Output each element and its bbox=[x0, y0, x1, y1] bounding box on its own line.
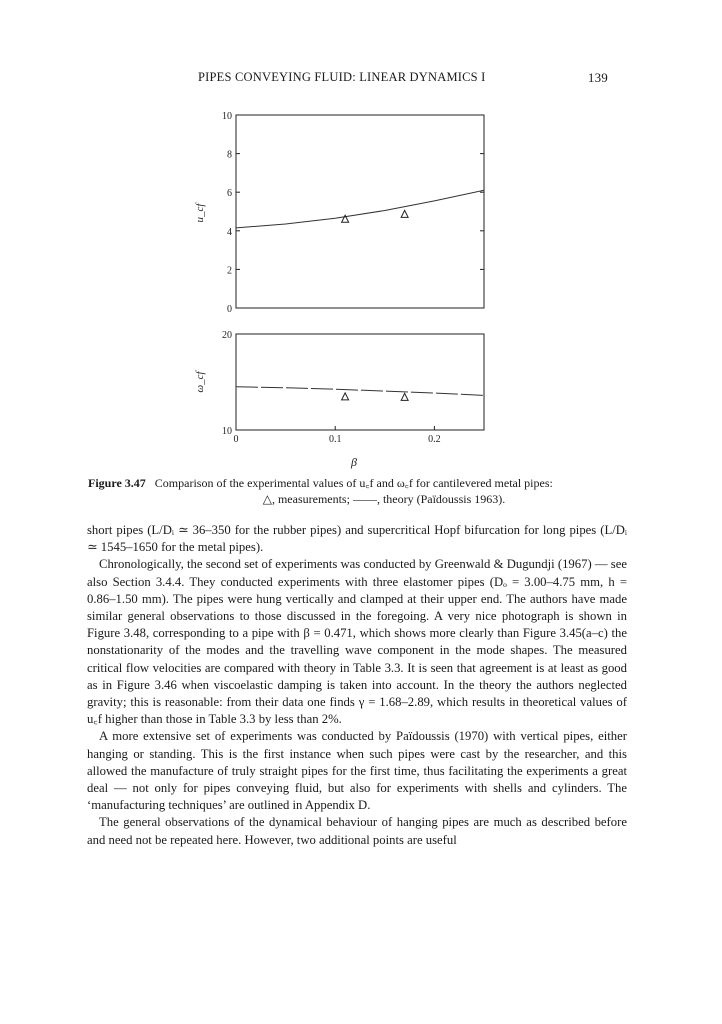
paragraph-3: A more extensive set of experiments was conducted by Païdoussis (1970) with vertical pipes, either hanging or standing. This is the first instance when such pipes were cast by the researcher, and this allowed the manufacture of truly straight pipes for the first time, thus facilitating the experiments a great deal — not only for pipes conveying fluid, but also for experiments with shells and cylinders. The ‘manufacturing techniques’ are outlined in Appendix D. bbox=[87, 729, 627, 813]
upper-plot-y-axis-label: u_cf bbox=[194, 203, 206, 223]
lower-plot-theory-curve bbox=[236, 387, 484, 396]
figure-3-47 bbox=[0, 0, 722, 470]
body-text bbox=[87, 522, 627, 849]
lower-plot-frame bbox=[236, 334, 484, 430]
paragraph-2: Chronologically, the second set of experiments was conducted by Greenwald & Dugundji (1967) — see also Section 3.4.4. They conducted experiments with three elastomer pipes (Dₒ = 3.00–4.75 mm, h = 0.86–1.50 mm). The pipes were hung vertically and clamped at their upper end. The authors have made similar general observations to those discussed in the foregoing. A very nice photograph is shown in Figure 3.48, corresponding to a pipe with β = 0.471, which shows more clearly than Figure 3.45(a–c) the nonstationarity of the modes and the travelling wave component in the mode shapes. The measured critical flow velocities are compared with theory in Table 3.3. It is seen that agreement is at least as good as in Figure 3.46 when viscoelastic damping is taken into account. In the theory the authors neglected gravity; this is reasonable: from their data one finds γ = 1.68–2.89, which results in theoretical values of u꜀f higher than those in Table 3.3 by less than 2%. bbox=[87, 557, 627, 727]
paragraph-4: The general observations of the dynamical behaviour of hanging pipes are much as described before and need not be repeated here. However, two additional points are useful bbox=[87, 815, 627, 847]
caption-line-1 bbox=[88, 476, 640, 492]
y-tick-label: 10 bbox=[222, 111, 232, 122]
lower-plot-y-axis-label: ω_cf bbox=[194, 371, 206, 393]
paragraph-1: short pipes (L/Dᵢ ≃ 36–350 for the rubber pipes) and supercritical Hopf bifurcation for long pipes (L/Dᵢ ≃ 1545–1650 for the metal pipes). bbox=[87, 523, 627, 555]
y-tick-label: 0 bbox=[227, 304, 232, 315]
y-tick-label: 6 bbox=[227, 188, 232, 200]
lower-plot-x-ticks bbox=[234, 426, 441, 445]
y-tick-label: 4 bbox=[227, 226, 232, 238]
running-title: PIPES CONVEYING FLUID: LINEAR DYNAMICS I bbox=[198, 70, 486, 84]
measurement-triangle bbox=[401, 210, 408, 217]
x-tick-label: 0.1 bbox=[328, 434, 342, 445]
page-number: 139 bbox=[587, 70, 608, 85]
x-tick-label: 0 bbox=[233, 434, 239, 445]
caption-label: Figure 3.47 bbox=[88, 476, 146, 490]
upper-plot-panel bbox=[194, 111, 484, 315]
y-tick-label: 8 bbox=[227, 149, 232, 161]
caption-text: Comparison of the experimental values of u꜀f and ω꜀f for cantilevered metal pipes: bbox=[154, 476, 553, 490]
caption-line-2: △, measurements; ——, theory (Païdoussis 1963). bbox=[262, 491, 506, 506]
lower-plot-y-ticks bbox=[222, 330, 484, 437]
lower-plot-panel bbox=[194, 330, 484, 469]
x-tick-label: 0.2 bbox=[428, 434, 441, 445]
lower-plot-x-axis-label: β bbox=[351, 455, 357, 469]
measurement-triangle bbox=[342, 393, 349, 400]
upper-plot-frame bbox=[236, 115, 484, 308]
lower-plot-measurement-markers bbox=[342, 393, 409, 400]
upper-plot-y-ticks bbox=[222, 111, 484, 315]
figure-caption bbox=[88, 476, 640, 507]
y-tick-label: 2 bbox=[227, 265, 232, 277]
measurement-triangle bbox=[401, 393, 408, 400]
upper-plot-theory-curve bbox=[236, 190, 484, 228]
y-tick-label: 20 bbox=[222, 330, 232, 341]
y-tick-label: 10 bbox=[222, 426, 232, 437]
